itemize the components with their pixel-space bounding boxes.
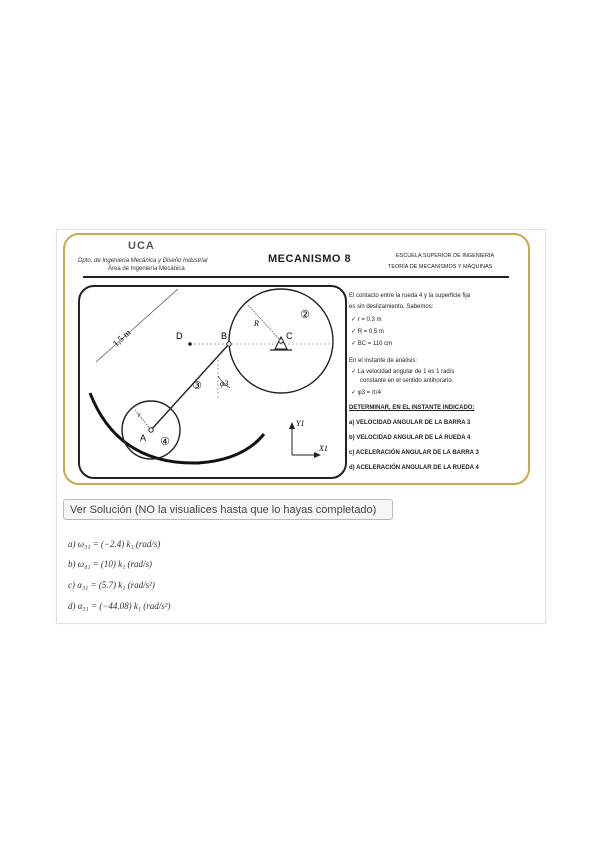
- area-line: Área de Ingeniería Mecánica: [108, 266, 185, 272]
- header-divider: [83, 276, 509, 278]
- label-c: C: [286, 331, 293, 341]
- intro-line-1: El contacto entre la rueda 4 y la superficie fija: [349, 293, 471, 299]
- answer-a: a) ω₃₁ = (−2.4) k₁ (rad/s): [68, 539, 161, 549]
- fixed-surface: [90, 393, 264, 463]
- question-c: c) ACELERACIÓN ANGULAR DE LA BARRA 3: [349, 450, 479, 456]
- point-d: [188, 342, 192, 346]
- mechanism-diagram: [78, 285, 343, 475]
- given-bc: ✓ BC = 110 cm: [351, 341, 393, 347]
- condition-1b: constante en el sentido antihorario.: [360, 378, 454, 384]
- label-d: D: [176, 331, 183, 341]
- label-wheel-2: ②: [300, 308, 310, 321]
- label-r: r: [138, 411, 141, 419]
- label-axis-y: Y1: [296, 419, 305, 428]
- condition-1a: ✓ La velocidad angular de 1 es 1 rad/s: [351, 369, 455, 375]
- question-d: d) ACELERACIÓN ANGULAR DE LA RUEDA 4: [349, 465, 479, 471]
- instant-heading: En el instante de análisis:: [349, 358, 418, 364]
- department-line: Dpto. de Ingeniería Mecánica y Diseño Industrial: [78, 258, 208, 264]
- joint-b: [227, 342, 231, 346]
- bar-3: [151, 344, 229, 430]
- dimension-line: [96, 289, 178, 362]
- label-R: R: [254, 319, 259, 328]
- label-axis-x: X1: [319, 444, 328, 453]
- arrow-up-icon: [289, 422, 295, 429]
- given-r: ✓ r = 0.3 m: [351, 317, 382, 323]
- uca-logo: UCA: [128, 240, 155, 252]
- show-solution-button[interactable]: Ver Solución (NO la visualices hasta que lo hayas completado): [63, 499, 393, 520]
- intro-line-2: es sin deslizamiento. Sabemos:: [349, 304, 434, 310]
- school-line: ESCUELA SUPERIOR DE INGENIERÍA: [396, 253, 495, 259]
- mechanism-title: MECANISMO 8: [268, 253, 352, 265]
- label-wheel-4: ④: [160, 435, 170, 448]
- question-b: b) VELOCIDAD ANGULAR DE LA RUEDA 4: [349, 435, 471, 441]
- label-a: A: [140, 433, 147, 443]
- course-line: TEORÍA DE MECANISMOS Y MÁQUINAS: [388, 264, 493, 270]
- joint-c: [279, 339, 283, 343]
- radius-R: [248, 305, 281, 341]
- label-dimension: 1,5 m: [110, 327, 133, 349]
- label-bar-3: ③: [192, 379, 202, 392]
- given-R: ✓ R = 0.5 m: [351, 329, 384, 335]
- label-phi3: φ3: [220, 379, 229, 388]
- question-a: a) VELOCIDAD ANGULAR DE LA BARRA 3: [349, 420, 471, 426]
- label-b: B: [221, 331, 228, 341]
- answer-b: b) ω₄₁ = (10) k₁ (rad/s): [68, 559, 153, 569]
- determine-heading: DETERMINAR, EN EL INSTANTE INDICADO:: [349, 405, 475, 411]
- answer-d: d) α₃₁ = (−44.08) k₁ (rad/s²): [68, 601, 171, 611]
- answer-c: c) α₃₁ = (5.7) k₁ (rad/s²): [68, 580, 155, 590]
- condition-2: ✓ φ3 = π/4: [351, 390, 381, 396]
- joint-a: [149, 428, 153, 432]
